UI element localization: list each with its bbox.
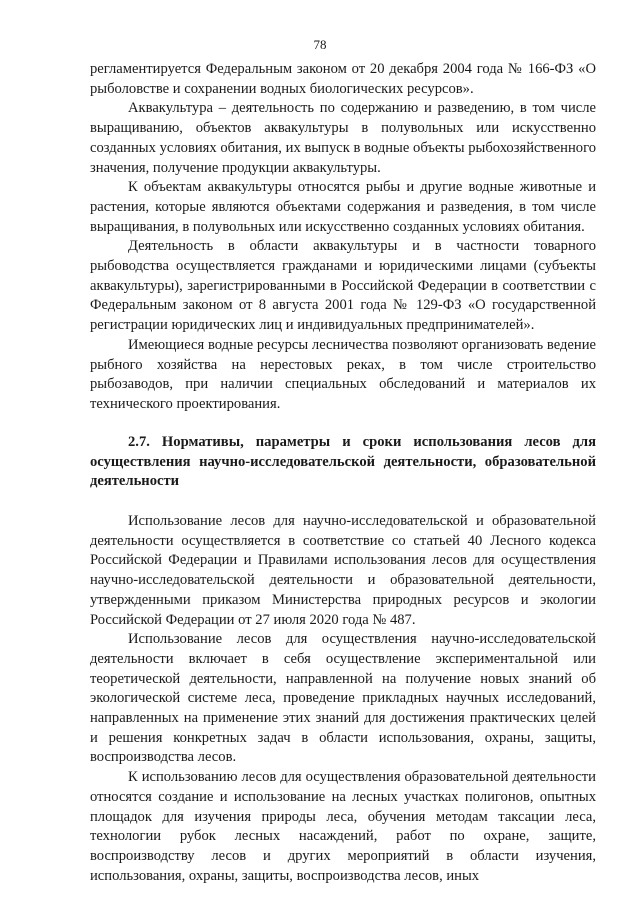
paragraph-educational-activity: К использованию лесов для осуществления образовательной деятельности относятся создание и использование на лесных участках полигонов, опытных площадок для изучения природы леса, обучения методам таксации леса, технологии рубок лесных насаждений, работ по охране, защите, воспроизводству лесов и других мероприятий в области изучения, использования, охраны, защиты, воспроизводства лесов, иных [90, 769, 596, 884]
paragraph-water-resources: Имеющиеся водные ресурсы лесничества позволяют организовать ведение рыбного хозяйства на нерестовых реках, в том числе строительство рыбозаводов, при наличии специальных обследований и материалов их технического проектирования. [90, 336, 596, 412]
text-block-top [90, 60, 596, 415]
section-heading: 2.7. Нормативы, параметры и сроки использования лесов для осуществления научно-исследовательской деятельности, образовательной деятельности [90, 434, 596, 490]
text-block-bottom [90, 512, 596, 886]
paragraph-aquaculture-definition: Аквакультура – деятельность по содержанию и разведению, в том числе выращиванию, объектов аквакультуры в полувольных или искусственно созданных условиях обитания, их выпуск в водные объекты рыбохозяйственного значения, получение продукции аквакультуры. [90, 100, 596, 176]
paragraph-aquaculture-subjects: Деятельность в области аквакультуры и в частности товарного рыбоводства осуществляется гражданами и юридическими лицами (субъекты аквакультуры), зарегистрированными в Российской Федерации в соответствии с Федеральным законом от 8 августа 2001 года № 129-ФЗ «О государственной регистрации юридических лиц и индивидуальных предпринимателей». [90, 238, 596, 334]
paragraph-research-activity: Использование лесов для осуществления научно-исследовательской деятельности включает в себя осуществление экспериментальной или теоретической деятельности, направленной на получение новых знаний об экологической системе леса, проведение прикладных научных исследований, направленных на применение этих знаний для достижения практических целей и решения конкретных задач в области использования, охраны, защиты, воспроизводства лесов. [90, 631, 596, 766]
paragraph-aquaculture-objects: К объектам аквакультуры относятся рыбы и другие водные животные и растения, которые являются объектами содержания и разведения, в том числе выращивания, в полувольных или искусственно созданных условиях обитания. [90, 179, 596, 235]
page-number: 78 [313, 37, 327, 52]
paragraph-legal-basis: Использование лесов для научно-исследовательской и образовательной деятельности осуществляется в соответствие со статьей 40 Лесного кодекса Российской Федерации и Правилами использования лесов для осуществления научно-исследовательской деятельности и образовательной деятельности, утвержденными приказом Министерства природных ресурсов и экологии Российской Федерации от 27 июля 2020 года № 487. [90, 513, 596, 628]
paragraph-continuation: регламентируется Федеральным законом от 20 декабря 2004 года № 166-ФЗ «О рыболовстве и сохранении водных биологических ресурсов». [90, 61, 596, 97]
